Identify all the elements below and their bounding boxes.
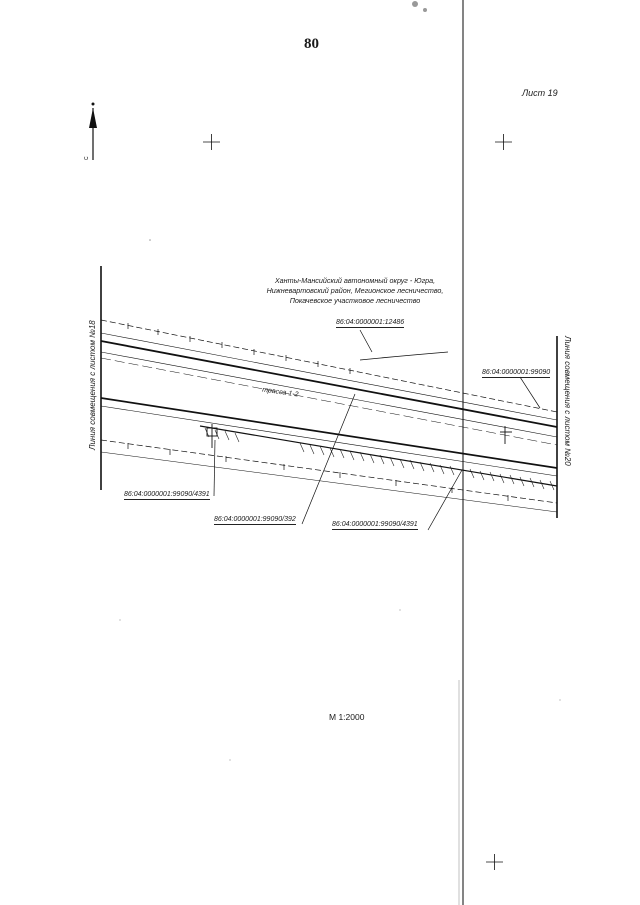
region-label-line-3: Покачевское участковое лесничество	[289, 296, 421, 305]
region-label-line-1: Ханты-Мансийский автономный округ - Югра,	[274, 276, 436, 285]
match-line-right-label: Линия совмещения с листом №20	[563, 336, 572, 466]
north-arrow-icon	[84, 103, 97, 161]
scan-noise	[119, 1, 560, 761]
parcel-label-99090-4391-left: 86:04:0000001:99090/4391	[124, 491, 210, 498]
boundary-ticks	[128, 323, 508, 501]
route-label: трасса 1-2	[261, 386, 299, 399]
parcel-label-99090-4391-right: 86:04:0000001:99090/4391	[332, 521, 418, 528]
route-corridor	[101, 320, 557, 512]
sheet-label: Лист 19	[522, 88, 558, 98]
crosshair-icon	[203, 134, 512, 870]
region-label	[220, 276, 490, 306]
region-label-line-2: Нижневартовский район, Мегионское лесничество,	[266, 286, 444, 295]
parcel-label-12486: 86:04:0000001:12486	[336, 319, 405, 326]
access-road	[360, 352, 448, 360]
leader-lines	[214, 330, 540, 530]
scale-label: М 1:2000	[329, 712, 365, 722]
page-number: 80	[304, 36, 319, 52]
parcel-label-99090-392: 86:04:0000001:99090/392	[214, 516, 296, 523]
svg-text:С: С	[84, 156, 90, 160]
parcel-label-99090: 86:04:0000001:99090	[482, 369, 551, 376]
match-line-left-label: Линия совмещения с листом №18	[88, 320, 97, 450]
